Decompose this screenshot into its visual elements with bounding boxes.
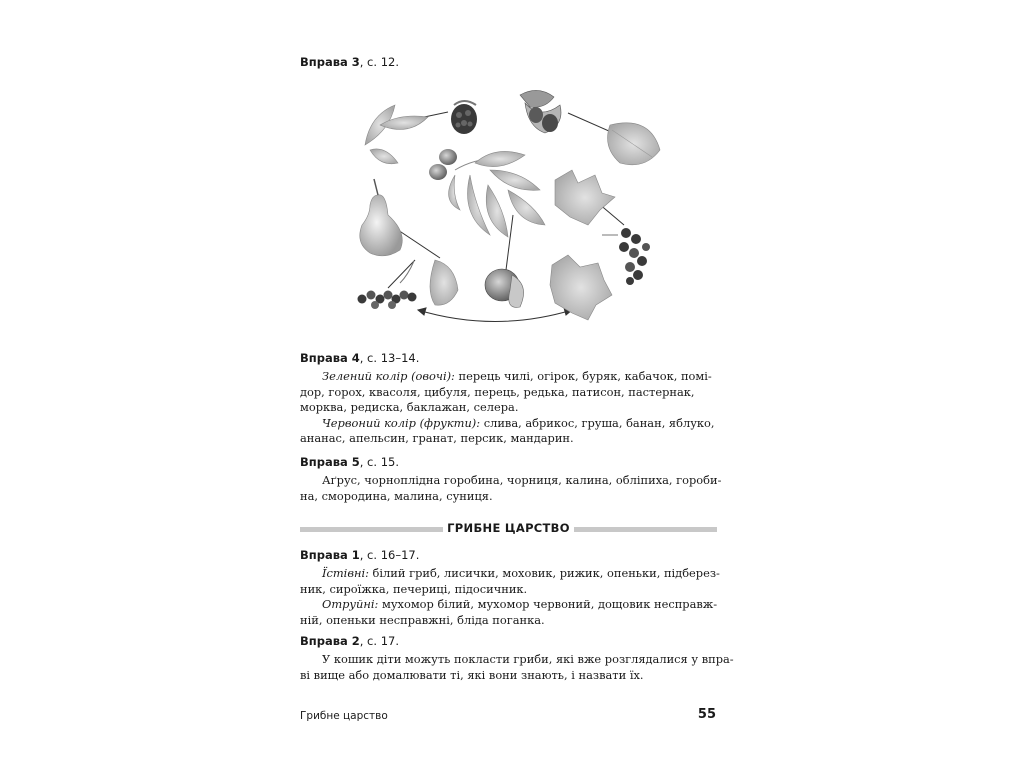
exercise-5-answer: [300, 473, 722, 504]
answer-line: ві вище або домалювати ті, які вони знають, і назвати їх.: [300, 667, 644, 682]
exercise-4-answer: [300, 369, 716, 447]
exercise-1-heading: [300, 548, 419, 562]
answer-line: У кошик діти можуть покласти гриби, які вже розглядалися у впра-: [322, 652, 734, 666]
exercise-1-ref: , с. 16–17.: [359, 548, 420, 562]
answer-line: морква, редиска, баклажан, селера.: [300, 400, 519, 414]
green-color-label: Зелений колір (овочі):: [322, 369, 455, 383]
compound-leaf: [449, 151, 545, 237]
exercise-4-ref: , с. 13–14.: [359, 351, 420, 365]
answer-line: Їстівні: білий гриб, лисички, моховик, рижик, опеньки, підберез-: [322, 566, 720, 580]
maple-leaf-lower: [550, 255, 612, 320]
red-color-label: Червоний колір (фрукти):: [322, 415, 481, 430]
walnut: [485, 269, 524, 307]
arrow-head: [418, 308, 426, 315]
page-number: 55: [697, 707, 716, 722]
exercise-2-heading: [300, 634, 399, 648]
walnut-fruits-small: [429, 149, 457, 180]
answer-line: ник, сироїжка, печериці, підосичник.: [300, 581, 528, 596]
exercise-5-heading: [300, 455, 399, 469]
hazelnut-cluster: [520, 90, 561, 133]
exercise-2-answer: [300, 652, 734, 683]
exercise-3-heading: [300, 55, 399, 69]
answer-line: Зелений колір (овочі): перець чилі, огірок, буряк, кабачок, помі-: [322, 369, 712, 383]
exercise-5-ref: , с. 15.: [359, 455, 399, 469]
section-rule-right: [574, 527, 717, 532]
exercise-3-ref: , с. 12.: [359, 55, 399, 69]
answer-line: ній, опеньки несправжні, бліда поганка.: [300, 612, 545, 627]
edible-label: Їстівні:: [322, 566, 369, 580]
exercise-5-title: Вправа 5: [300, 455, 360, 469]
double-arrow: [418, 310, 572, 322]
exercise-2-title: Вправа 2: [300, 634, 360, 648]
berry-cluster-right: [602, 228, 650, 285]
raspberry-leaf: [365, 105, 428, 164]
poisonous-label: Отруйні:: [322, 597, 379, 611]
running-footer-section: Грибне царство: [300, 710, 388, 722]
answer-line: Отруйні: мухомор білий, мухомор червоний, дощовик несправж-: [322, 597, 718, 611]
exercise-4-title: Вправа 4: [300, 351, 360, 365]
leaf-lower-middle: [430, 260, 458, 305]
section-title: ГРИБНЕ ЦАРСТВО: [447, 521, 570, 535]
maple-leaf-right: [555, 170, 615, 225]
exercise-1-title: Вправа 1: [300, 548, 360, 562]
connector-line: [398, 230, 440, 258]
answer-line: на, смородина, малина, суниця.: [300, 488, 493, 503]
exercise-3-title: Вправа 3: [300, 55, 360, 69]
answer-line: ананас, апельсин, гранат, персик, мандарин.: [300, 431, 574, 445]
leaves-and-fruits-illustration: [340, 75, 680, 330]
hazel-leaf: [608, 123, 660, 165]
exercise-4-heading: [300, 351, 419, 365]
section-header: [300, 520, 717, 540]
pear: [360, 179, 403, 256]
answer-line: дор, горох, квасоля, цибуля, перець, редька, патисон, пастернак,: [300, 384, 695, 399]
exercise-2-ref: , с. 17.: [359, 634, 399, 648]
connector-line: [388, 260, 415, 288]
raspberry: [451, 101, 477, 134]
exercise-1-answer: [300, 566, 720, 628]
answer-line: Червоний колір (фрукти): слива, абрикос, груша, банан, яблуко,: [322, 415, 715, 430]
answer-line: Аґрус, чорноплідна горобина, чорниця, калина, обліпиха, гороби-: [322, 473, 722, 487]
connector-line: [506, 215, 513, 270]
